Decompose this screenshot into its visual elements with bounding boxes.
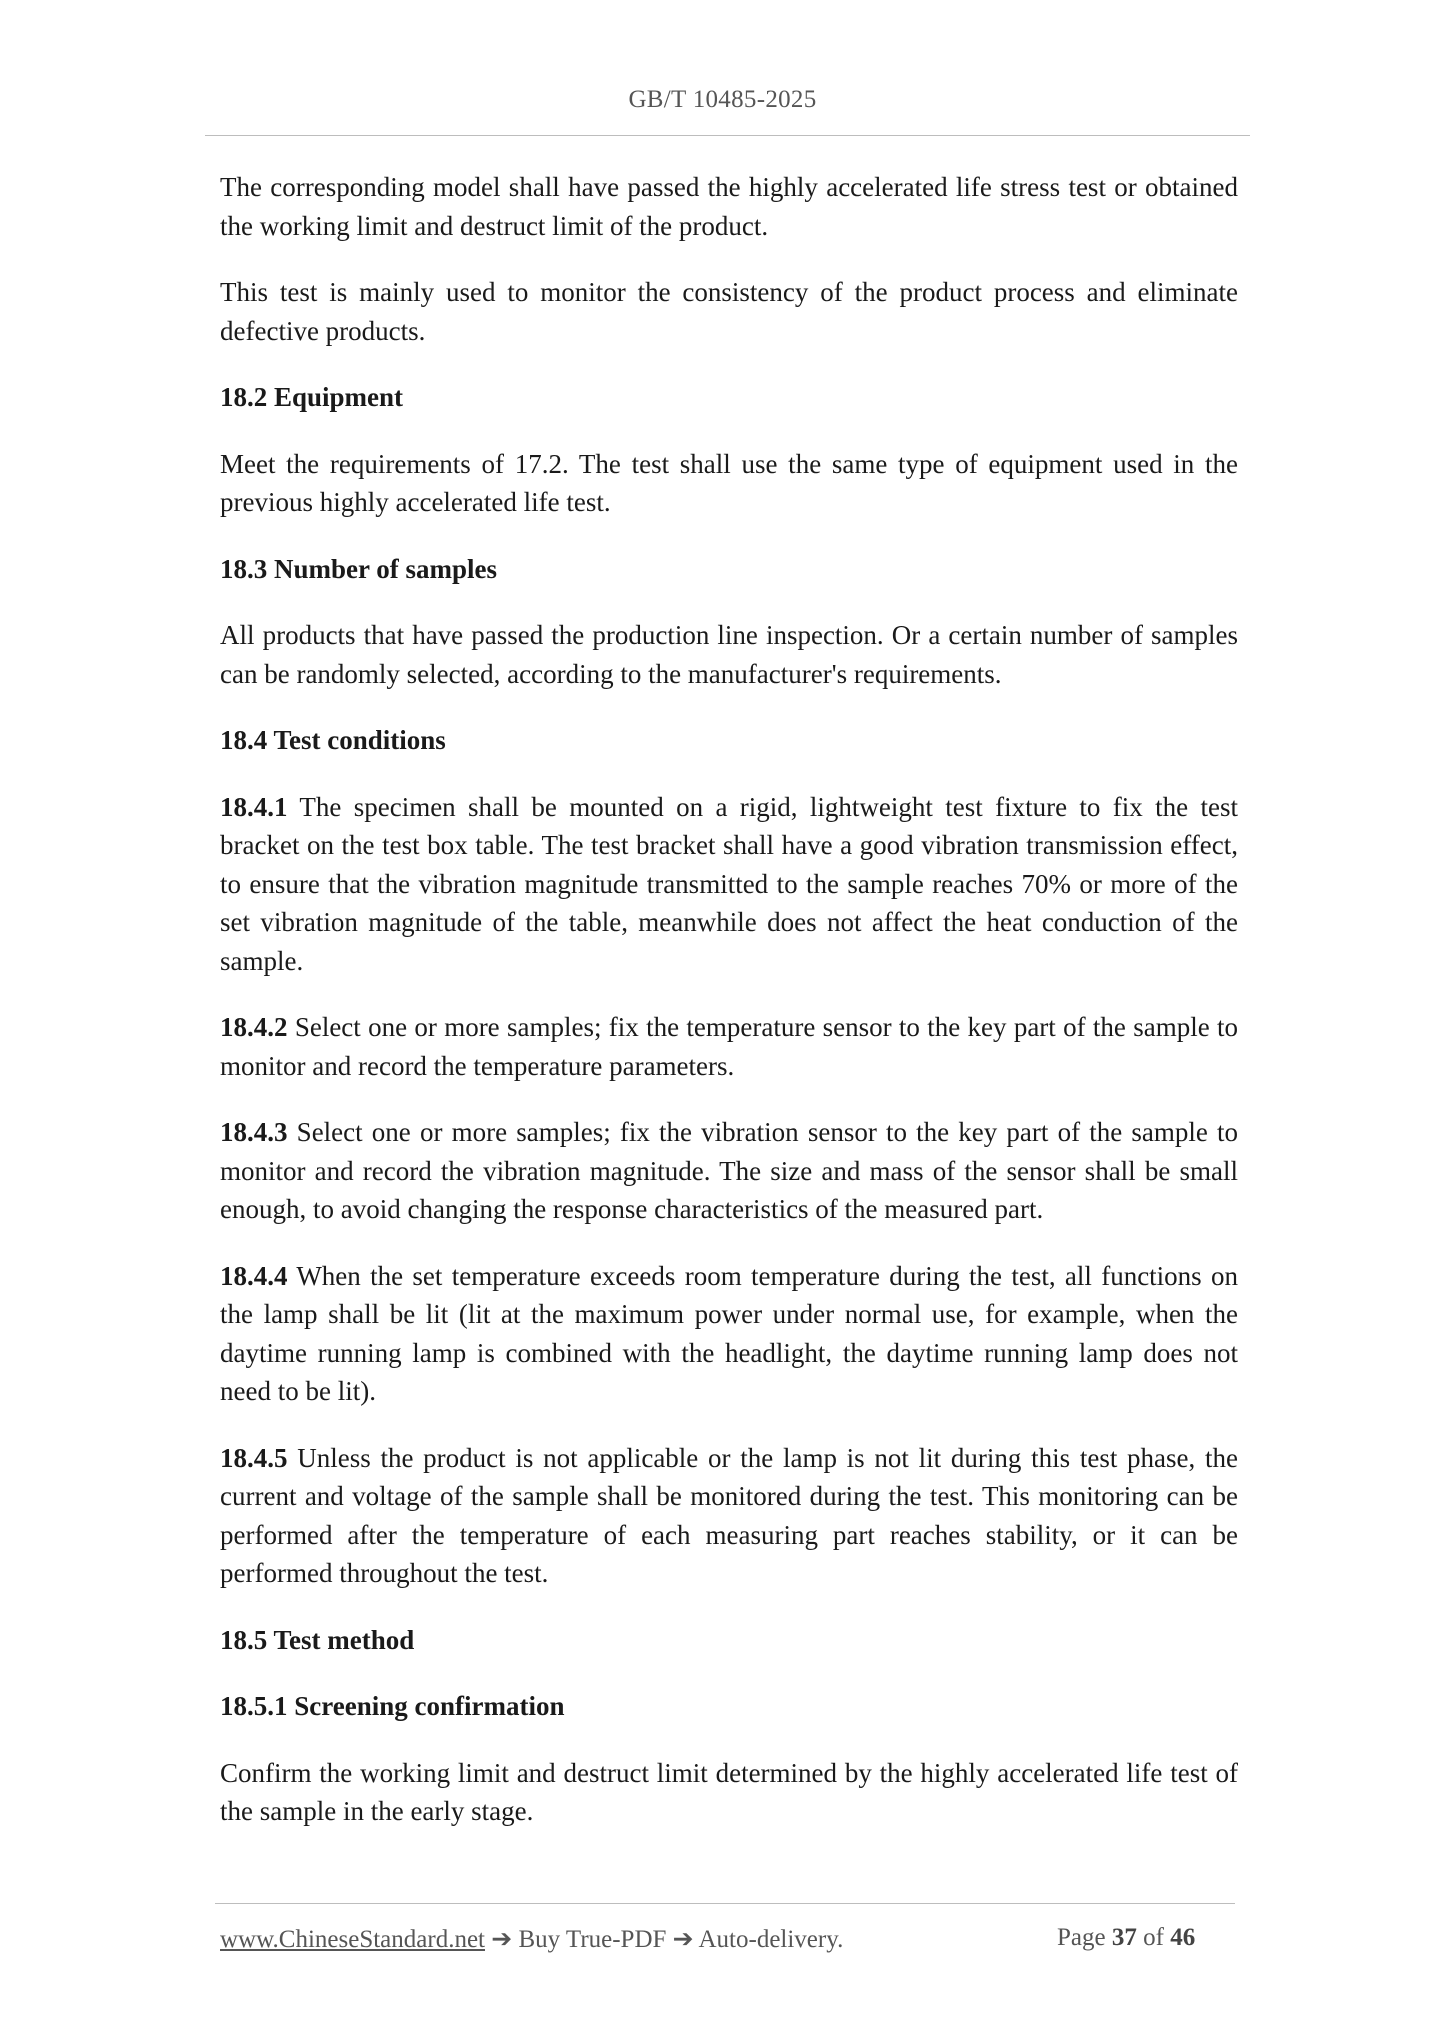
paragraph-screening: Confirm the working limit and destruct limit determined by the highly accelerated life test of the sample in the early stage. <box>220 1757 1238 1826</box>
clause-text: The specimen shall be mounted on a rigid, lightweight test fixture to fix the test bracket on the test box table. The test bracket shall have a good vibration transmission effect, to ensure that the vibration magnitude transmitted to the sample reaches 70% or more of the set vibration magnitude of the table, meanwhile does not affect the heat conduction of the sample. <box>220 791 1238 976</box>
clause-18-4-1 <box>220 788 1238 981</box>
clause-18-4-3 <box>220 1113 1238 1229</box>
page-number: 37 <box>1111 1924 1137 1951</box>
heading-18-3: 18.3 Number of samples <box>220 553 498 584</box>
heading-18-2: 18.2 Equipment <box>220 382 404 412</box>
heading-18-5-1: 18.5.1 Screening confirmation <box>220 1691 565 1721</box>
footer-promo <box>220 1924 843 1954</box>
clause-18-4-4 <box>220 1257 1238 1411</box>
clause-number: 18.4.3 <box>220 1117 288 1147</box>
document-header-title: GB/T 10485-2025 <box>628 86 817 113</box>
clause-18-4-5 <box>220 1439 1238 1593</box>
clause-text: Unless the product is not applicable or the lamp is not lit during this test phase, the current and voltage of the sample shall be monitored during the test. This monitoring can be performed after the temperature of each measuring part reaches stability, or it can be performed throughout the test. <box>220 1442 1238 1588</box>
page-word: Page <box>1057 1924 1106 1951</box>
footer-divider <box>215 1903 1235 1904</box>
heading-18-4: 18.4 Test conditions <box>220 725 446 755</box>
page-total: 46 <box>1170 1924 1196 1951</box>
clause-text: When the set temperature exceeds room temperature during the test, all functions on the lamp shall be lit (lit at the maximum power under normal use, for example, when the daytime running lamp is combined with the headlight, the daytime running lamp does not need to be lit). <box>220 1260 1238 1406</box>
clause-number: 18.4.4 <box>220 1260 288 1291</box>
document-body <box>220 168 1238 1859</box>
paragraph-purpose: This test is mainly used to monitor the consistency of the product process and eliminate defective products. <box>220 277 1238 346</box>
clause-18-4-2 <box>220 1008 1238 1085</box>
paragraph-samples: All products that have passed the production line inspection. Or a certain number of samples can be randomly selected, according to the manufacturer's requirements. <box>220 620 1238 689</box>
clause-text: Select one or more samples; fix the vibration sensor to the key part of the sample to monitor and record the vibration magnitude. The size and mass of the sensor shall be small enough, to avoid changing the response characteristics of the measured part. <box>220 1117 1239 1224</box>
page-indicator <box>1057 1924 1195 1952</box>
paragraph-equipment: Meet the requirements of 17.2. The test shall use the same type of equipment used in the previous highly accelerated life test. <box>220 448 1238 517</box>
paragraph-intro: The corresponding model shall have passed the highly accelerated life stress test or obtained the working limit and destruct limit of the product. <box>220 172 1238 241</box>
clause-number: 18.4.1 <box>220 791 288 822</box>
website-link[interactable]: www.ChineseStandard.net <box>220 1926 485 1953</box>
heading-18-5: 18.5 Test method <box>220 1624 415 1655</box>
header-divider <box>205 135 1250 136</box>
footer-promo-text: ➔ Buy True-PDF ➔ Auto-delivery. <box>485 1926 844 1953</box>
clause-number: 18.4.5 <box>220 1442 288 1473</box>
of-word: of <box>1143 1924 1164 1951</box>
clause-text: Select one or more samples; fix the temperature sensor to the key part of the sample to monitor and record the temperature parameters. <box>220 1012 1239 1081</box>
clause-number: 18.4.2 <box>220 1012 288 1042</box>
